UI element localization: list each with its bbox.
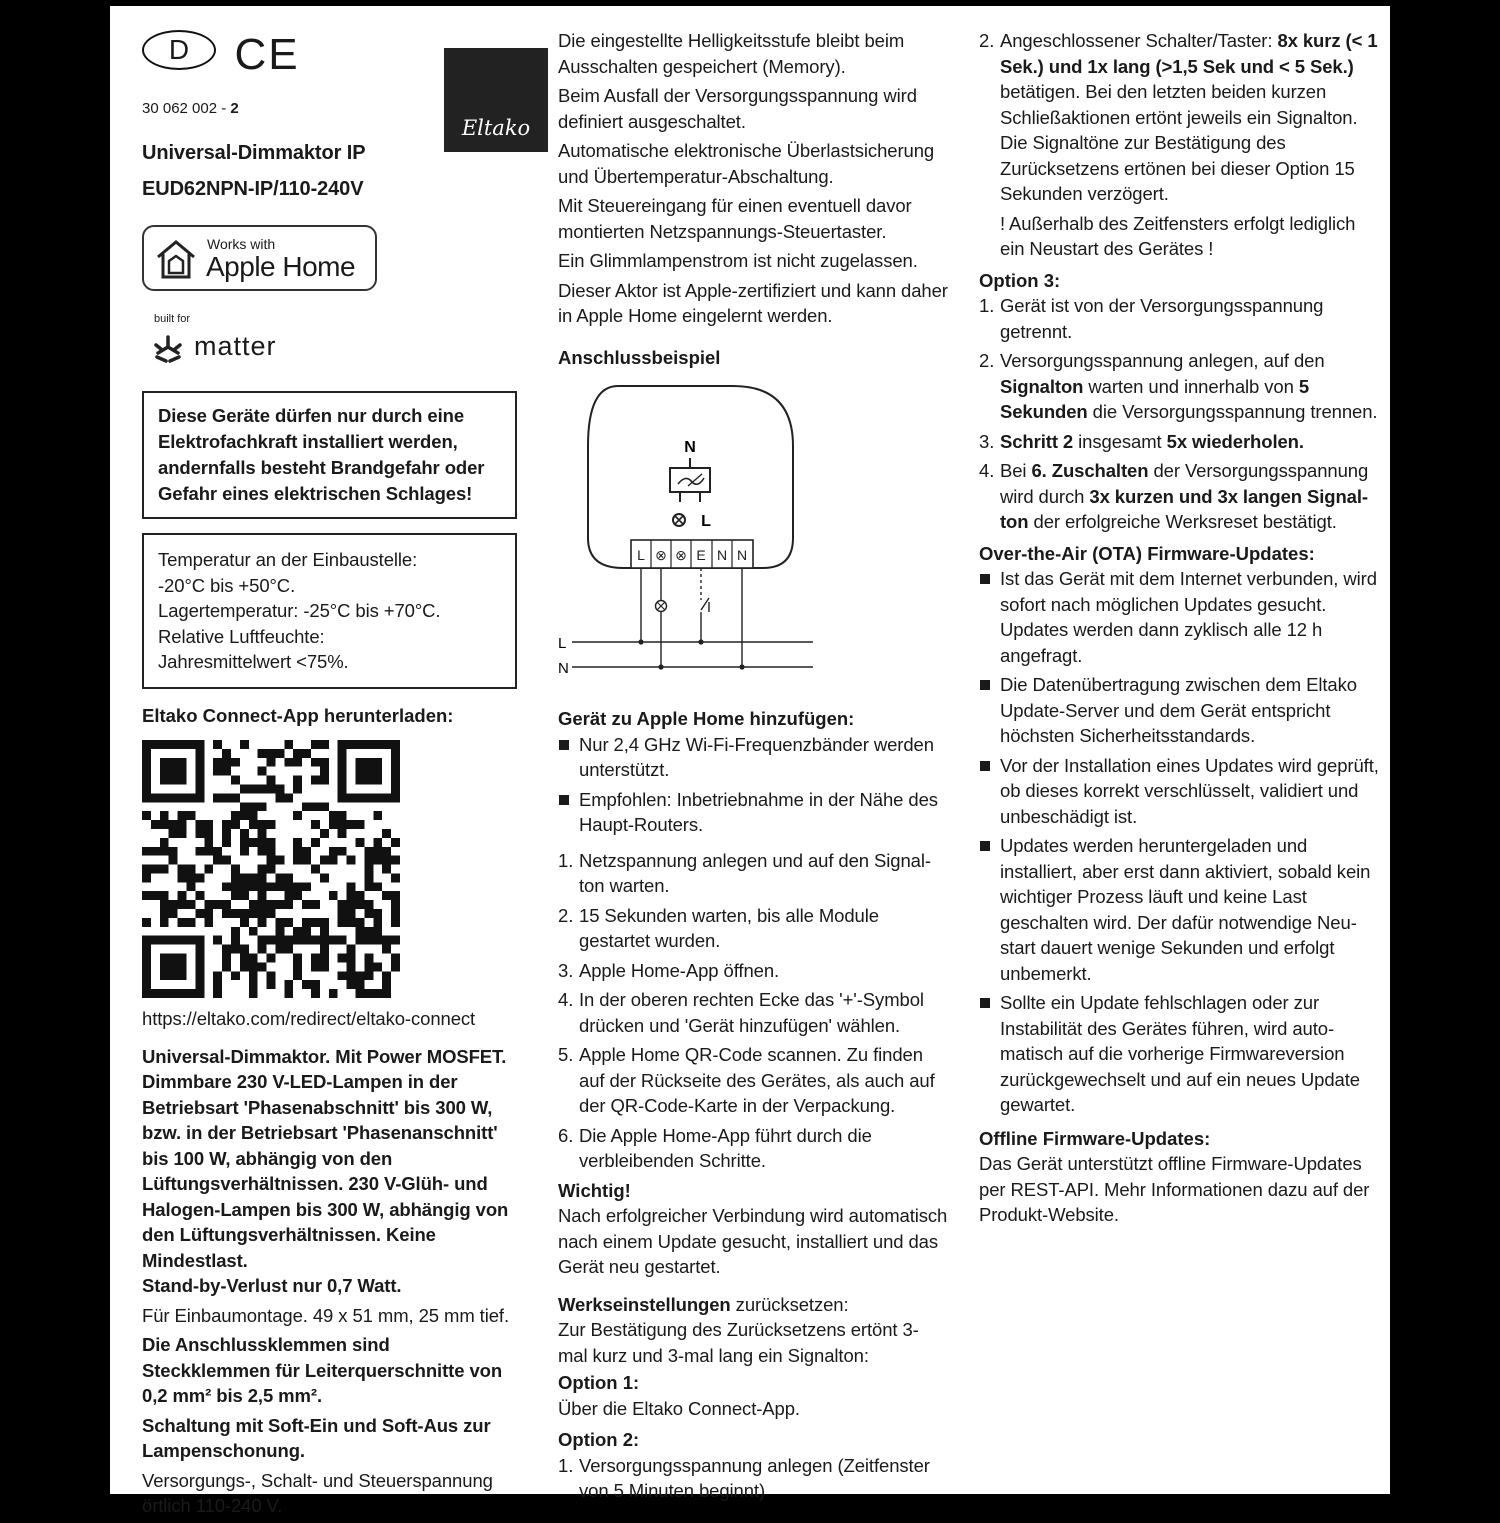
list-item: [558, 958, 948, 984]
terminal-label: E: [696, 547, 706, 563]
step-text: Apple Home QR-Code scannen. Zu finden auf der Rückseite des Gerätes, als auch auf der QR-Code-Karte in der Verpackung.: [579, 1044, 935, 1116]
step-text: die Versorgungsspannung trennen.: [1087, 401, 1378, 422]
supply-line-l: L: [558, 635, 567, 652]
condition-line: Jahresmittelwert <75%.: [158, 651, 349, 672]
list-item: Nur 2,4 GHz Wi-Fi-Frequenzbänder werden unterstützt.: [558, 732, 948, 783]
option1-heading: Option 1:: [558, 1372, 640, 1393]
step-number: 3.: [558, 959, 574, 981]
intro-paragraph: Dieser Aktor ist Apple-zertifiziert und kann daher in Apple Home eingelernt werden.: [558, 279, 948, 326]
badge-small-text: Works with: [207, 236, 276, 252]
ota-bullets: [979, 566, 1379, 1118]
step-text: In der oberen rechten Ecke das '+'-Symbol drücken und 'Gerät hinzufügen' wählen.: [579, 989, 924, 1036]
country-mark: D: [142, 30, 216, 70]
list-item: [979, 458, 1379, 535]
option2-heading: Option 2:: [558, 1429, 640, 1450]
badge-large-text: Apple Home: [206, 251, 356, 282]
list-item: Ist das Gerät mit dem Internet verbunden, wird sofort nach möglichen Updates gesucht. Updates werden dann zyklisch alle 12 h angefragt.: [979, 566, 1379, 668]
wiring-heading: Anschlussbeispiel: [558, 346, 721, 368]
option2-steps: [558, 1453, 948, 1504]
instruction-sheet: [110, 6, 1390, 1516]
list-item: [558, 903, 948, 954]
conditions-box: [142, 533, 517, 689]
step-text-bold: Schritt 2: [1000, 430, 1074, 452]
step-text-bold: 5x wiederholen.: [1166, 430, 1304, 452]
step-text: betätigen. Bei den letzten beiden kurzen Schließaktionen ertönt jeweils ein Signalton. Die Signaltöne zur Bestätigung des Zurücksetzens ertönen bei dieser Option 15 Sekunden verzögert.: [1000, 81, 1358, 204]
neutral-label: N: [684, 439, 696, 456]
qr-code-image[interactable]: [142, 740, 400, 998]
list-item: Sollte ein Update fehlschlagen oder zur Instabilität des Gerätes führen, wird automatisch auf die vorherige Firmwareversion zurückgewechselt und auf ein neues Update gewartet.: [979, 990, 1379, 1118]
reset-intro: Zur Bestätigung des Zurücksetzens ertönt 3-mal kurz und 3-mal lang ein Signalton:: [558, 1319, 919, 1366]
matter-icon: [152, 333, 184, 365]
step-number: 4.: [558, 989, 574, 1010]
step-text: Angeschlossener Schalter/Taster:: [1000, 30, 1278, 51]
terminal-label: N: [716, 547, 728, 563]
step-text: insgesamt: [1073, 430, 1167, 452]
ota-heading: Over-the-Air (OTA) Firmware-Updates:: [979, 542, 1315, 564]
terminal-label: L: [637, 547, 645, 563]
reset-heading-bold: Werkseinstellungen: [558, 1293, 731, 1315]
step-text: der Versorgungsspannung wird durch: [1000, 460, 1369, 507]
step-number: 2.: [979, 350, 995, 371]
option2-note: ! Außerhalb des Zeitfensters erfolgt lediglich ein Neustart des Gerätes !: [1000, 212, 1356, 259]
product-name: Universal-Dimmaktor IP: [142, 142, 366, 164]
important-heading: Wichtig!: [558, 1179, 631, 1201]
step-number: 6.: [558, 1124, 574, 1146]
list-item: [558, 1453, 948, 1504]
offline-heading: Offline Firmware-Updates:: [979, 1127, 1211, 1149]
terminals-text: Die Anschlussklemmen sind Steckklemmen für Leiterquerschnitte von 0,2 mm² bis 2,5 mm².: [142, 1334, 503, 1406]
eltako-logo: Eltako: [444, 48, 548, 152]
column-right: [979, 28, 1379, 1228]
standby-text: Stand-by-Verlust nur 0,7 Watt.: [142, 1275, 402, 1296]
step-text: Bei: [1000, 460, 1032, 481]
works-with-apple-home-badge: [142, 225, 377, 291]
step-text: Apple Home-App öffnen.: [579, 959, 780, 981]
intro-paragraph: Automatische elektronische Überlastsicherung und Übertemperatur-Abschaltung.: [558, 140, 935, 187]
list-item: [558, 1042, 948, 1119]
list-item: Die Datenübertragung zwischen dem Eltako Update-Server und dem Gerät entspricht höchsten Sicherheitsstandards.: [979, 672, 1379, 749]
column-middle: [558, 28, 948, 1508]
list-item: [979, 28, 1379, 207]
step-text: 15 Sekunden warten, bis alle Module gestartet wurden.: [579, 904, 879, 951]
matter-wordmark: matter: [194, 331, 277, 361]
app-heading: Eltako Connect-App herunterladen:: [142, 704, 454, 726]
step-text-bold: 3x kurzen und 3x langen Signalton: [1000, 485, 1369, 532]
reset-heading-rest: zurücksetzen:: [730, 1293, 849, 1315]
built-for-text: built for: [154, 313, 191, 325]
voltage-text: Versorgungs-, Schalt- und Steuerspannung örtlich 110-240 V.: [142, 1469, 493, 1516]
apple-home-steps: [558, 848, 948, 1174]
offline-text: Das Gerät unterstützt offline Firmware-Updates per REST-API. Mehr Informationen dazu auf der Produkt-Website.: [979, 1153, 1370, 1225]
condition-line: -20°C bis +50°C.: [158, 574, 296, 596]
step-number: 4.: [979, 460, 995, 481]
ce-mark: CE: [234, 30, 300, 79]
option3-heading: Option 3:: [979, 269, 1061, 291]
condition-line: Relative Luftfeuchte:: [158, 625, 325, 647]
step-number: 2.: [979, 30, 995, 51]
step-text-bold: Signalton: [1000, 375, 1084, 397]
list-item: [979, 348, 1379, 425]
soft-switch-text: Schaltung mit Soft-Ein und Soft-Aus zur Lampenschonung.: [142, 1414, 491, 1461]
list-item: [558, 848, 948, 899]
step-text-bold: 8x kurz (< 1 Sek.) und 1x lang (>1,5 Sek und < 5 Sek.): [1000, 30, 1378, 77]
step-text: der erfolgreiche Werksreset bestätigt.: [1028, 511, 1337, 532]
mounting-text: Für Einbaumontage. 49 x 51 mm, 25 mm tief.: [142, 1304, 509, 1326]
intro-paragraph: Beim Ausfall der Versorgungsspannung wird definiert ausgeschaltet.: [558, 85, 917, 132]
terminal-label: N: [736, 547, 748, 563]
list-item: Empfohlen: Inbetriebnahme in der Nähe des Haupt-Routers.: [558, 787, 948, 838]
list-item: Vor der Installation eines Updates wird geprüft, ob dieses korrekt verschlüsselt, validiert und unbeschädigt ist.: [979, 753, 1379, 830]
step-number: 2.: [558, 904, 574, 926]
important-text: Nach erfolgreicher Verbindung wird automatisch nach einem Update gesucht, installiert und das Gerät neu gestartet.: [558, 1205, 948, 1277]
apple-home-heading: Gerät zu Apple Home hinzufügen:: [558, 708, 855, 729]
safety-warning-box: Diese Geräte dürfen nur durch eine Elektrofachkraft installiert werden, andernfalls besteht Brandgefahr oder Gefahr eines elektrischen Schlages!: [142, 391, 517, 519]
option2-steps-continued: [979, 28, 1379, 207]
step-text: Netzspannung anlegen und auf den Signalton warten.: [579, 849, 932, 896]
product-model: EUD62NPN-IP/110-240V: [142, 178, 364, 200]
wiring-diagram: [558, 378, 828, 688]
step-text: Versorgungsspannung anlegen (Zeitfenster von 5 Minuten beginnt): [579, 1454, 930, 1501]
home-icon: [154, 237, 198, 281]
step-number: 5.: [558, 1044, 574, 1065]
step-text: warten und innerhalb von: [1083, 375, 1299, 397]
terminal-label: ⊗: [675, 547, 687, 563]
doc-number-base: 30 062 002 -: [142, 100, 231, 117]
list-item: [558, 987, 948, 1038]
column-left: [142, 30, 531, 1523]
list-item: [979, 293, 1379, 344]
reset-heading: [558, 1292, 948, 1318]
list-item: [979, 429, 1379, 455]
matter-logo: [142, 331, 517, 367]
step-text: Versorgungsspannung anlegen, auf den: [1000, 350, 1325, 371]
step-text-bold: 6. Zuschalten: [1031, 460, 1149, 481]
terminal-label: ⊗: [655, 547, 667, 563]
step-number: 1.: [558, 1454, 574, 1476]
doc-revision: 2: [230, 100, 239, 117]
step-number: 3.: [979, 430, 995, 452]
supply-line-n: N: [558, 660, 569, 677]
step-text-bold: 5 Sekunden: [1000, 375, 1310, 422]
step-text: Die Apple Home-App führt durch die verbleibenden Schritte.: [579, 1124, 872, 1171]
app-url-link[interactable]: https://eltako.com/redirect/eltako-connect: [142, 1008, 476, 1029]
option1-text: Über die Eltako Connect-App.: [558, 1397, 800, 1419]
list-item: Updates werden heruntergeladen und installiert, aber erst dann aktiviert, sobald kein wichtiger Prozess läuft und keine Last geschalten wird. Der dafür notwendige Neustart dauert wenige Sekunden und erfolgt unbemerkt.: [979, 833, 1379, 986]
list-item: [558, 1123, 948, 1174]
condition-line: Lagertemperatur: -25°C bis +70°C.: [158, 600, 441, 621]
intro-paragraph: Ein Glimmlampenstrom ist nicht zugelassen.: [558, 250, 918, 271]
step-number: 1.: [979, 295, 995, 316]
step-text: Gerät ist von der Versorgungsspannung getrennt.: [1000, 295, 1324, 342]
apple-home-bullets: [558, 732, 948, 838]
intro-paragraph: Mit Steuereingang für einen eventuell davor montierten Netzspannungs-Steuertaster.: [558, 195, 912, 242]
step-number: 1.: [558, 849, 574, 871]
line-label: L: [701, 513, 711, 530]
intro-paragraph: Die eingestellte Helligkeitsstufe bleibt beim Ausschalten gespeichert (Memory).: [558, 30, 905, 77]
option3-steps: [979, 293, 1379, 535]
product-description: Universal-Dimmaktor. Mit Power MOSFET. Dimmbare 230 V-LED-Lampen in der Betriebsart 'Phasenabschnitt' bis 300 W, bzw. in der Betriebsart 'Phasenanschnitt' bis 100 W, abhängig von den Lüftungsverhältnissen. 230 V-Glüh- und Halogen-Lampen bis 300 W, abhängig von den Lüftungsverhältnissen. Keine Mindestlast.: [142, 1045, 509, 1271]
condition-line: Temperatur an der Einbaustelle:: [158, 549, 418, 570]
